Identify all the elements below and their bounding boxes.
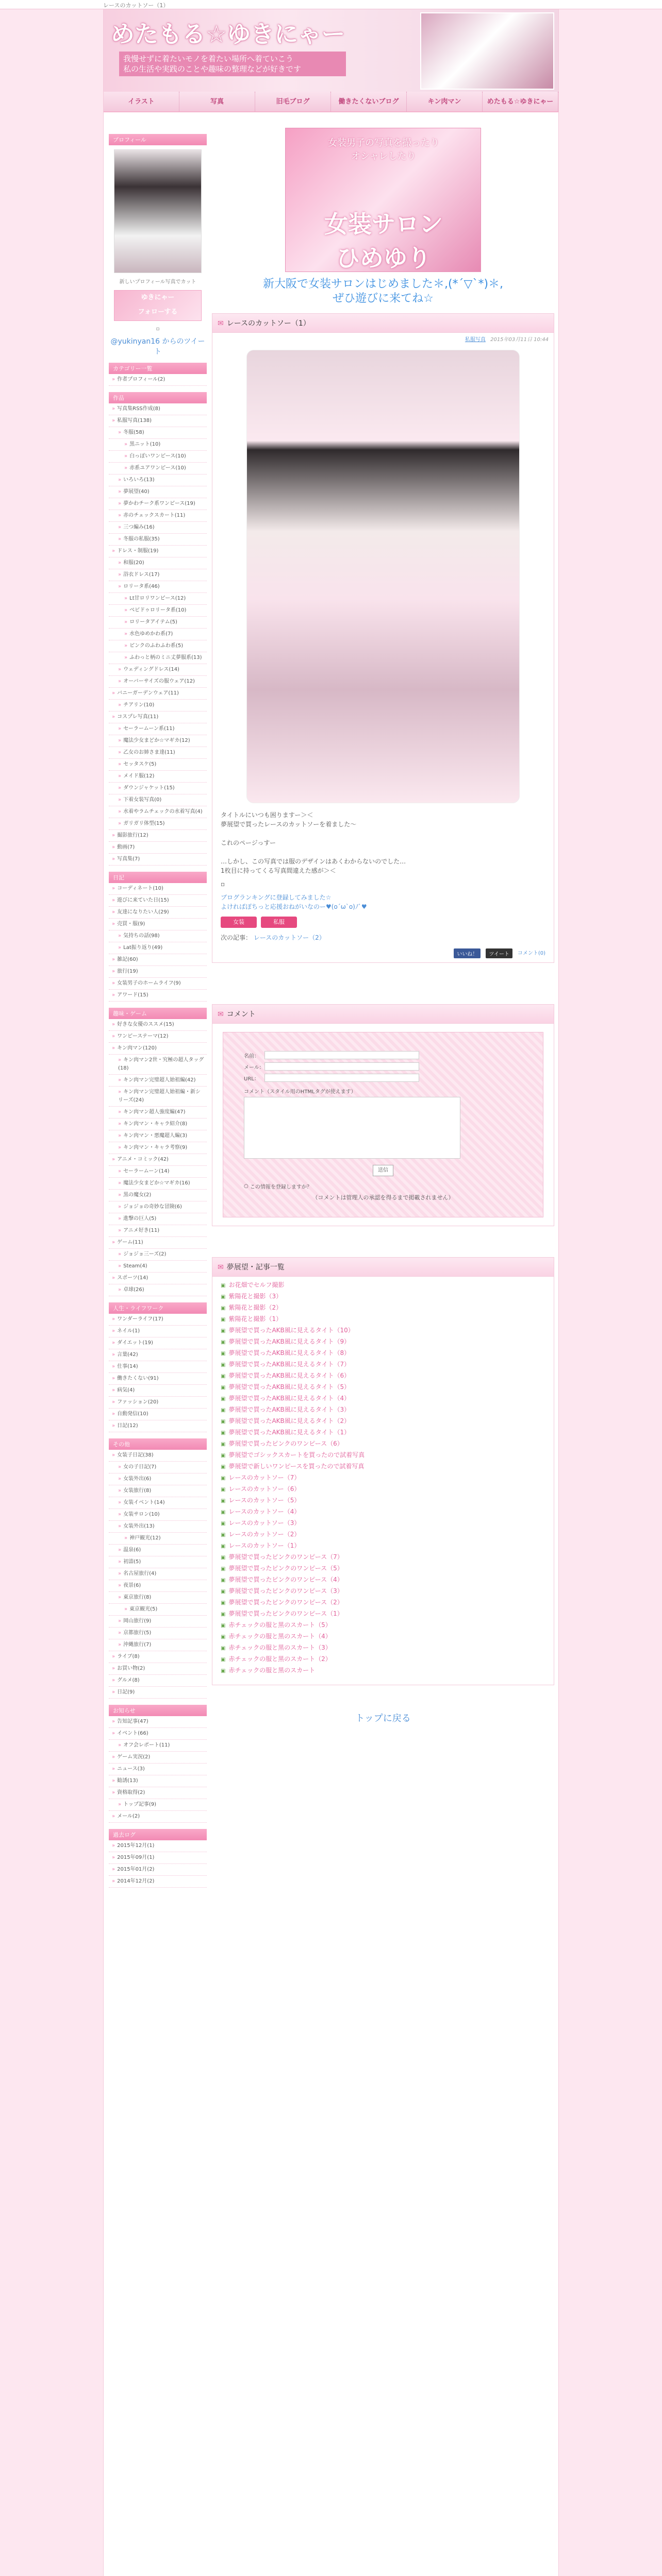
sidebar-category-link[interactable]: » 自動発信(10) (109, 1409, 207, 1420)
sidebar-category-link[interactable]: » 夜景(6) (109, 1580, 207, 1592)
related-post-link[interactable]: ▣ 夢展望で買ったAKB風に見えるタイト（3） (221, 1404, 545, 1416)
comment-panel (212, 1004, 554, 1226)
sidebar-category-link[interactable]: » オフ会レポート(11) (109, 1740, 207, 1752)
sidebar-category-link[interactable]: » コーディネート(10) (109, 883, 207, 895)
sidebar-section-header: カテゴリー一覧 (109, 363, 207, 374)
sidebar-category-link[interactable]: » ロリータ系(46) (109, 581, 207, 593)
sidebar-list (109, 883, 207, 1002)
sidebar-category-link[interactable]: » 私服写真(138) (109, 415, 207, 427)
sidebar-category-link[interactable]: » 勧誘(13) (109, 1775, 207, 1787)
profile-caption: 新しいプロフィール写真でカット (119, 279, 196, 285)
related-header: ✉ 夢展望・記事一覧 (212, 1258, 554, 1277)
sidebar-category-link[interactable]: » 浴衣ドレス(17) (109, 569, 207, 581)
sidebar-category-link[interactable]: » ライブ(8) (109, 1651, 207, 1663)
sidebar-section-header: 作品 (109, 392, 207, 403)
related-post-link[interactable]: ▣ 夢展望で買ったAKB風に見えるタイト（9） (221, 1336, 545, 1348)
sidebar-category-link[interactable]: » 女装外出(6) (109, 1473, 207, 1485)
related-post-link[interactable]: ▣ 赤チェックの服と黒のスカート (221, 1665, 545, 1676)
sidebar-category-link[interactable]: » 赤のチェックスカート(11) (109, 510, 207, 522)
ranking-button-josou[interactable]: 女装 (221, 917, 257, 928)
sidebar-category-link[interactable]: » 雑記(60) (109, 954, 207, 966)
sidebar-category-link[interactable]: » 白っぽいワンピース(10) (109, 451, 207, 463)
sidebar-category-link[interactable]: » 和服(20) (109, 557, 207, 569)
sidebar-category-link[interactable]: » 告知記事(47) (109, 1716, 207, 1728)
sidebar-category-link[interactable]: » ジョジョ三ーズ(2) (109, 1249, 207, 1261)
ad-text[interactable]: 新大阪で女装サロンはじめました＊,(*´▽`*)＊, ぜひ遊びに来てね☆ (262, 278, 504, 305)
sidebar-category-link[interactable]: » トップ記事(9) (109, 1799, 207, 1811)
sidebar-category-link[interactable]: » Steam(4) (109, 1261, 207, 1273)
related-post-link[interactable]: ▣ レースのカットソー（7） (221, 1472, 545, 1484)
ranking-buttons (221, 917, 545, 928)
ranking-button-shifuku[interactable]: 私服 (261, 917, 297, 928)
related-post-link[interactable]: ▣ 夢展望で買ったピンクのワンピース（5） (221, 1563, 545, 1574)
nav-item[interactable]: キン肉マン (407, 92, 483, 111)
mail-label: メール： (244, 1064, 264, 1071)
url-field[interactable] (264, 1074, 419, 1082)
sidebar-category-link[interactable]: » 女の子日記(7) (109, 1462, 207, 1473)
related-post-link[interactable]: ▣ 夢展望で買ったAKB風に見えるタイト（5） (221, 1382, 545, 1393)
sidebar-category-link[interactable]: » 撮影旅行(12) (109, 830, 207, 842)
back-to-top-link[interactable]: トップに戻る (355, 1713, 411, 1724)
sidebar-list (109, 374, 207, 386)
sidebar-list (109, 1716, 207, 1823)
sidebar (109, 128, 207, 1888)
post-category-link[interactable]: 私服写真 (465, 337, 486, 343)
name-label: 名前： (244, 1053, 259, 1059)
sidebar-category-link[interactable]: » 友達になりたい人(29) (109, 907, 207, 919)
post-meta (212, 333, 554, 345)
comment-textarea[interactable] (244, 1097, 460, 1159)
sidebar-category-link[interactable]: » Lat振り返り(49) (109, 942, 207, 954)
sidebar-category-link[interactable]: » ウェディングドレス(14) (109, 664, 207, 676)
sidebar-category-link[interactable]: » 三つ編み(16) (109, 522, 207, 534)
related-post-link[interactable]: ▣ 夢展望で買ったAKB風に見えるタイト（10） (221, 1325, 545, 1336)
sidebar-category-link[interactable]: » 黒の魔女(2) (109, 1190, 207, 1201)
main-column (212, 128, 554, 1750)
sidebar-category-link[interactable]: » 日記(9) (109, 1687, 207, 1699)
sidebar-list (109, 1840, 207, 1888)
sidebar-section-header: 過去ログ (109, 1829, 207, 1840)
comment-text-label: コメント（スタイル用のHTMLタグが使えます） (244, 1089, 356, 1095)
sidebar-section-header: 人生・ライフワーク (109, 1302, 207, 1314)
sidebar-category-link[interactable]: » メール(2) (109, 1811, 207, 1823)
sidebar-category-link[interactable]: » 冬服(58) (109, 427, 207, 439)
follow-banner[interactable]: ゆきにゃー フォローする (114, 290, 202, 321)
sidebar-category-link[interactable]: » ダイエット(19) (109, 1337, 207, 1349)
sidebar-category-link[interactable]: » グルメ(8) (109, 1675, 207, 1687)
sidebar-category-link[interactable]: » 名古屋旅行(4) (109, 1568, 207, 1580)
sidebar-category-link[interactable]: » 赤系ユアワンピース(10) (109, 463, 207, 474)
sidebar-category-link[interactable]: » ベビドゥロリータ系(10) (109, 605, 207, 617)
sidebar-category-link[interactable]: » アニメ・コミック(42) (109, 1154, 207, 1166)
post-body-line: タイトルにいつも困りますー＞＜ (221, 811, 313, 819)
sidebar-category-link[interactable]: » キン肉マン・キャラ考察(9) (109, 1142, 207, 1154)
post-body-line: 1枚目に持ってくる写真間違えた感が＞＜ (221, 867, 336, 874)
submit-button[interactable]: 送信 (373, 1165, 393, 1176)
post-body-line (221, 829, 545, 838)
mail-field[interactable] (264, 1062, 419, 1071)
post-title: ✉ レースのカットソー（1） (212, 314, 554, 333)
related-post-link[interactable]: ▣ 夢展望で買ったAKB風に見えるタイト（7） (221, 1359, 545, 1370)
sidebar-category-link[interactable]: » 魔法少女まどか☆マギカ(16) (109, 1178, 207, 1190)
sidebar-category-link[interactable]: » キン肉マン・キャラ紹介(8) (109, 1118, 207, 1130)
url-label: URL： (244, 1076, 259, 1082)
sidebar-category-link[interactable]: » 温泉(6) (109, 1545, 207, 1556)
sidebar-category-link[interactable]: » 女装サロン(10) (109, 1509, 207, 1521)
related-post-link[interactable]: ▣ 赤チェックの服と黒のスカート（4） (221, 1631, 545, 1642)
related-post-link[interactable]: ▣ レースのカットソー（4） (221, 1506, 545, 1518)
remember-label: この情報を登録しますか？ (250, 1184, 312, 1190)
related-post-link[interactable]: ▣ 夢展望で買ったピンクのワンピース（2） (221, 1597, 545, 1608)
sidebar-category-link[interactable]: » セッタスケ(5) (109, 759, 207, 771)
sidebar-category-link[interactable]: » ジョジョの奇妙な冒険(6) (109, 1201, 207, 1213)
profile-header: プロフィール (109, 134, 207, 145)
related-list (212, 1277, 554, 1685)
sidebar-category-link[interactable]: » 売買・服(9) (109, 919, 207, 930)
next-post (212, 931, 554, 944)
sidebar-category-link[interactable]: » 2014年12月(2) (109, 1876, 207, 1888)
sidebar-category-link[interactable]: » アニメ好き(11) (109, 1225, 207, 1237)
related-post-link[interactable]: ▣ 夢展望で買ったピンクのワンピース（7） (221, 1552, 545, 1563)
nav-item[interactable]: イラスト (104, 92, 179, 111)
next-post-link[interactable]: レースのカットソー（2） (253, 934, 325, 941)
sidebar-category-link[interactable]: » 旅行(19) (109, 966, 207, 978)
sidebar-category-link[interactable]: » 女装男子のホームライフ(9) (109, 978, 207, 990)
related-post-link[interactable]: ▣ レースのカットソー（3） (221, 1518, 545, 1529)
post-photo (246, 350, 520, 803)
related-post-link[interactable]: ▣ レースのカットソー（2） (221, 1529, 545, 1540)
sidebar-category-link[interactable]: » キン肉マン完璧超人始祖編・新シリーズ(24) (109, 1087, 207, 1107)
sidebar-category-link[interactable]: » 魔法少女まどか☆マギカ(12) (109, 735, 207, 747)
related-post-link[interactable]: ▣ 夢展望で買ったAKB風に見えるタイト（4） (221, 1393, 545, 1404)
sidebar-category-link[interactable]: » コスプレ写真(11) (109, 711, 207, 723)
facebook-like-button[interactable]: いいね！ (454, 948, 481, 958)
sidebar-category-link[interactable]: » 夢かわチーク系ワンピース(19) (109, 498, 207, 510)
sidebar-category-link[interactable]: » メイド服(12) (109, 771, 207, 783)
sidebar-category-link[interactable]: » 沖縄旅行(7) (109, 1639, 207, 1651)
nav-item[interactable]: めたもる☆ゆきにゃー (483, 92, 558, 111)
sidebar-category-link[interactable]: » ゲーム(11) (109, 1237, 207, 1249)
sidebar-list (109, 1019, 207, 1296)
sidebar-category-link[interactable]: » セーラームーン(14) (109, 1166, 207, 1178)
sidebar-category-link[interactable]: » 東京観光(5) (109, 1604, 207, 1616)
related-post-link[interactable]: ▣ レースのカットソー（6） (221, 1484, 545, 1495)
sidebar-list (109, 1314, 207, 1432)
sidebar-category-link[interactable]: » ドレス・制服(19) (109, 546, 207, 557)
header-photo (420, 12, 554, 90)
sidebar-category-link[interactable]: » 東京旅行(8) (109, 1592, 207, 1604)
related-post-link[interactable]: ▣ 夢展望で新しいワンピースを買ったので試着写真 (221, 1461, 545, 1472)
site-title[interactable]: めたもる☆ゆきにゃー (111, 20, 345, 48)
nav-item[interactable]: 働きたくないブログ (331, 92, 407, 111)
sidebar-list (109, 403, 207, 866)
sidebar-category-link[interactable]: » キン肉マン2世・究極の超人タッグ(18) (109, 1055, 207, 1075)
related-post-link[interactable]: ▣ 夢展望で買ったAKB風に見えるタイト（6） (221, 1370, 545, 1382)
sidebar-category-link[interactable]: » 病気(4) (109, 1385, 207, 1397)
sidebar-category-link[interactable]: » ニュース(3) (109, 1764, 207, 1775)
related-post-link[interactable]: ▣ 夢展望で買ったピンクのワンピース（3） (221, 1586, 545, 1597)
site-header (104, 9, 558, 92)
sidebar-category-link[interactable]: » 夢展望(40) (109, 486, 207, 498)
related-post-link[interactable]: ▣ 夢展望で買ったピンクのワンピース（4） (221, 1574, 545, 1586)
browser-topbar (0, 0, 662, 9)
image-placeholder-icon: ▫ (221, 880, 225, 888)
sidebar-category-link[interactable]: » 黒ニット(10) (109, 439, 207, 451)
related-post-link[interactable]: ▣ 紫陽花と撮影（3） (221, 1291, 545, 1302)
sidebar-category-link[interactable]: » Lt甘ロリワンピース(12) (109, 593, 207, 605)
twitter-link[interactable]: @yukinyan16 からのツイート (110, 337, 205, 356)
sidebar-category-link[interactable]: » 進撃の巨人(5) (109, 1213, 207, 1225)
sidebar-category-link[interactable]: » 2015年09月(1) (109, 1852, 207, 1864)
sidebar-category-link[interactable]: » 女装旅行(8) (109, 1485, 207, 1497)
sidebar-category-link[interactable]: » 京都旅行(5) (109, 1628, 207, 1639)
sidebar-category-link[interactable]: » 神戸観光(12) (109, 1533, 207, 1545)
comment-note: （コメントは管理人の承認を得るまで掲載されません） (312, 1194, 454, 1201)
sidebar-category-link[interactable]: » ふわっと柄のミニ丈夢服系(13) (109, 652, 207, 664)
sidebar-category-link[interactable]: » 動画(7) (109, 842, 207, 854)
sidebar-category-link[interactable]: » オーバーサイズの服ウェア(12) (109, 676, 207, 688)
sidebar-category-link[interactable]: » 下着女装写真(0) (109, 794, 207, 806)
sidebar-category-link[interactable]: » 言葉(42) (109, 1349, 207, 1361)
sidebar-category-link[interactable]: » キン肉マン・悪魔超人編(3) (109, 1130, 207, 1142)
related-post-link[interactable]: ▣ 赤チェックの服と黒のスカート（3） (221, 1642, 545, 1654)
sidebar-category-link[interactable]: » お買い物(2) (109, 1663, 207, 1675)
related-panel (212, 1257, 554, 1685)
sidebar-category-link[interactable]: » 写真集RSS作成(8) (109, 403, 207, 415)
sidebar-category-link[interactable]: » 女装イベント(14) (109, 1497, 207, 1509)
sidebar-section-header: お知らせ (109, 1705, 207, 1716)
related-post-link[interactable]: ▣ 夢展望で買ったピンクのワンピース（6） (221, 1438, 545, 1450)
post-panel (212, 313, 554, 963)
post-date: 2015年03月11日 10:44 (490, 337, 549, 343)
related-post-link[interactable]: ▣ 夢展望で買ったピンクのワンピース（1） (221, 1608, 545, 1620)
sidebar-category-link[interactable]: » キン肉マン超人強度編(47) (109, 1107, 207, 1118)
comment-count-link[interactable]: コメント(0) (517, 951, 545, 956)
sidebar-category-link[interactable]: » 水色ゆめかわ系(7) (109, 629, 207, 640)
related-post-link[interactable]: ▣ 紫陽花と撮影（2） (221, 1302, 545, 1314)
sidebar-category-link[interactable]: » 女装子日記(38) (109, 1450, 207, 1462)
sidebar-section-header: 趣味・ゲーム (109, 1008, 207, 1019)
sidebar-category-link[interactable]: » チアリン(10) (109, 700, 207, 711)
post-body (212, 808, 554, 877)
sidebar-category-link[interactable]: » 卓球(26) (109, 1284, 207, 1296)
sidebar-category-link[interactable]: » 写真集(7) (109, 854, 207, 866)
sidebar-category-link[interactable]: » ロリータアイテム(5) (109, 617, 207, 629)
nav-item[interactable]: 写真 (179, 92, 255, 111)
sidebar-section-header: その他 (109, 1438, 207, 1450)
share-bar (212, 944, 554, 962)
sidebar-category-link[interactable]: » 働きたくない(91) (109, 1373, 207, 1385)
sidebar-category-link[interactable]: » 初詣(5) (109, 1556, 207, 1568)
sidebar-category-link[interactable]: » ファッション(20) (109, 1397, 207, 1409)
sidebar-category-link[interactable]: » スポーツ(14) (109, 1273, 207, 1284)
comment-header: ✉ コメント (212, 1005, 554, 1024)
sidebar-category-link[interactable]: » 作者プロフィール(2) (109, 374, 207, 386)
sidebar-list (109, 1450, 207, 1699)
sidebar-category-link[interactable]: » 気持ちの話(98) (109, 930, 207, 942)
sidebar-category-link[interactable]: » ワンダーライフ(17) (109, 1314, 207, 1326)
sidebar-category-link[interactable]: » 遊びに来ていた日(15) (109, 895, 207, 907)
sidebar-category-link[interactable]: » ワンピーステーマ(12) (109, 1031, 207, 1043)
ad-line1: 女装男子の写真を撮ったり オシャレしたり (328, 138, 439, 162)
post-body-line (221, 848, 545, 857)
ranking-text: ブログランキングに登録してみました☆ よければぽちっと応援おねがいなのー♥(o´ω`o)ﾉﾞ♥ (221, 894, 367, 910)
page-wrapper (103, 9, 559, 2576)
sidebar-category-link[interactable]: » 2015年01月(2) (109, 1864, 207, 1876)
sidebar-category-link[interactable]: » 資格取得(2) (109, 1787, 207, 1799)
related-post-link[interactable]: ▣ レースのカットソー（1） (221, 1540, 545, 1552)
tweet-button[interactable]: ツイート (486, 948, 512, 958)
sidebar-category-link[interactable]: » ネイル(1) (109, 1326, 207, 1337)
related-post-link[interactable]: ▣ 夢展望で買ったAKB風に見えるタイト（2） (221, 1416, 545, 1427)
sidebar-category-link[interactable]: » 女装外出(13) (109, 1521, 207, 1533)
global-nav (104, 92, 558, 112)
sidebar-category-link[interactable]: » ピンクのふわふわ系(5) (109, 640, 207, 652)
related-post-link[interactable]: ▣ 赤チェックの服と黒のスカート（2） (221, 1654, 545, 1665)
related-post-link[interactable]: ▣ お花畑でセルフ撮影 (221, 1280, 545, 1291)
ad-line2: 女装サロン ひめゆり (324, 210, 443, 272)
sidebar-category-link[interactable]: » 日記(12) (109, 1420, 207, 1432)
related-post-link[interactable]: ▣ 夢展望でゴシックスカートを買ったので試着写真 (221, 1450, 545, 1461)
comment-form (223, 1032, 543, 1217)
profile-photo (114, 149, 202, 273)
sidebar-sections (109, 363, 207, 1888)
sidebar-category-link[interactable]: » いろいろ(13) (109, 474, 207, 486)
sidebar-category-link[interactable]: » キン肉マン完璧超人始祖編(42) (109, 1075, 207, 1087)
post-body-line: …しかし、この写真では服のデザインはあくわからないのでした… (221, 858, 406, 865)
post-body-line: これのページっすー (221, 839, 276, 846)
sidebar-category-link[interactable]: » イベント(66) (109, 1728, 207, 1740)
sidebar-category-link[interactable]: » セーラームーン系(11) (109, 723, 207, 735)
image-icon: ▫ (156, 326, 160, 332)
nav-item[interactable]: 旧毛ブログ (255, 92, 331, 111)
sidebar-category-link[interactable]: » アワード(15) (109, 990, 207, 1002)
next-label: 次の記事： (221, 934, 252, 941)
remember-checkbox[interactable]: ○ (244, 1183, 249, 1189)
sidebar-category-link[interactable]: » キン肉マン(120) (109, 1043, 207, 1055)
related-post-link[interactable]: ▣ 夢展望で買ったAKB風に見えるタイト（8） (221, 1348, 545, 1359)
related-post-link[interactable]: ▣ 紫陽花と撮影（1） (221, 1314, 545, 1325)
sidebar-category-link[interactable]: » 冬服の私服(35) (109, 534, 207, 546)
sidebar-category-link[interactable]: » ゲーム実況(2) (109, 1752, 207, 1764)
sidebar-category-link[interactable]: » バニーガーデンウェア(11) (109, 688, 207, 700)
related-post-link[interactable]: ▣ 夢展望で買ったAKB風に見えるタイト（1） (221, 1427, 545, 1438)
sidebar-category-link[interactable]: » 好きな女優のススメ(15) (109, 1019, 207, 1031)
related-post-link[interactable]: ▣ 赤チェックの服と黒のスカート（5） (221, 1620, 545, 1631)
sidebar-category-link[interactable]: » ダウンジャケット(15) (109, 783, 207, 794)
related-post-link[interactable]: ▣ レースのカットソー（5） (221, 1495, 545, 1506)
sidebar-category-link[interactable]: » ガリガリ体型(15) (109, 818, 207, 830)
post-body-line: 夢展望で買ったレースのカットソーを着ました～ (221, 821, 357, 828)
name-field[interactable] (264, 1051, 419, 1059)
sidebar-section-header: 日記 (109, 872, 207, 883)
sidebar-category-link[interactable]: » 仕事(14) (109, 1361, 207, 1373)
site-subtitle: 我慢せずに着たいモノを着たい場所へ着ていこう 私の生活や実践のことや趣味の整理などが好きです (119, 52, 346, 76)
sidebar-category-link[interactable]: » 乙女のお姉さま達(11) (109, 747, 207, 759)
topbar-text: レースのカットソー（1） (103, 2, 169, 9)
salon-ad-banner[interactable] (285, 128, 481, 272)
sidebar-category-link[interactable]: » 岡山旅行(9) (109, 1616, 207, 1628)
sidebar-category-link[interactable]: » 2015年12月(1) (109, 1840, 207, 1852)
sidebar-category-link[interactable]: » 水着やラムチェックの水着写真(4) (109, 806, 207, 818)
